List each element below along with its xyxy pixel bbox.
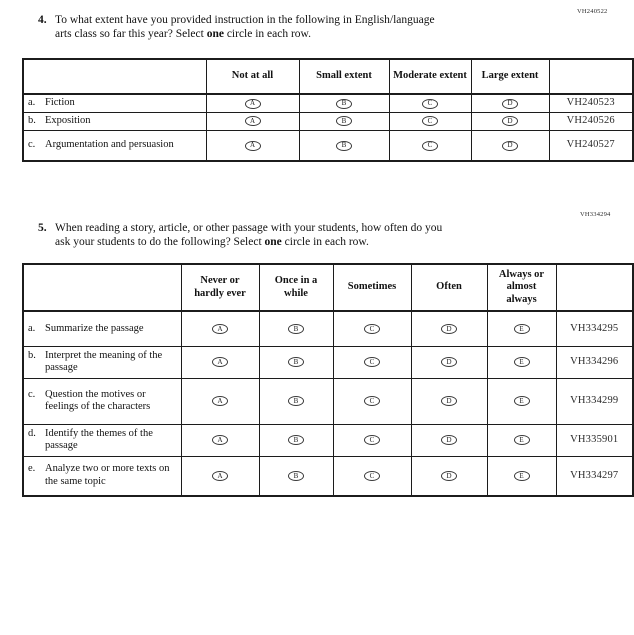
option-cell (471, 94, 549, 112)
question-5-number: 5. (38, 222, 47, 234)
response-code: VH334296 (556, 346, 633, 378)
row-label-cell (23, 112, 206, 130)
row-letter: c. (28, 139, 36, 150)
column-header: Not at all (206, 59, 299, 94)
answer-circle[interactable]: C (422, 141, 438, 151)
option-cell (181, 424, 259, 456)
answer-circle[interactable]: E (514, 471, 530, 481)
option-cell (181, 311, 259, 346)
answer-circle[interactable]: A (245, 116, 261, 126)
question-4-number: 4. (38, 14, 47, 26)
response-code: VH334295 (556, 311, 633, 346)
answer-circle[interactable]: C (364, 324, 380, 334)
option-cell (259, 346, 333, 378)
question-4-line2-before: arts class so far this year? Select (55, 28, 207, 40)
option-cell (206, 112, 299, 130)
response-code: VH335901 (556, 424, 633, 456)
answer-circle[interactable]: D (441, 396, 457, 406)
table-header-row (23, 59, 633, 94)
row-label: Summarize the passage (45, 322, 144, 334)
table-row (23, 424, 633, 456)
answer-circle[interactable]: A (212, 396, 228, 406)
answer-circle[interactable]: C (364, 471, 380, 481)
option-cell (471, 130, 549, 161)
header-code-cell (556, 264, 633, 311)
answer-circle[interactable]: B (288, 471, 304, 481)
column-header: Once in a while (259, 264, 333, 311)
question-5-table (22, 263, 634, 497)
answer-circle[interactable]: C (422, 99, 438, 109)
option-cell (333, 456, 411, 496)
answer-circle[interactable]: B (288, 435, 304, 445)
option-cell (259, 311, 333, 346)
option-cell (471, 112, 549, 130)
question-5-line2-after: circle in each row. (281, 236, 369, 248)
option-cell (411, 346, 487, 378)
response-code: VH334299 (556, 378, 633, 424)
question-4-line2 (55, 27, 555, 41)
row-label-cell (23, 378, 181, 424)
question-5-line1: When reading a story, article, or other passage with your students, how often do you (55, 222, 443, 234)
answer-circle[interactable]: C (364, 357, 380, 367)
response-code: VH334297 (556, 456, 633, 496)
question-4-bold-word: one (206, 28, 224, 40)
table-row (23, 346, 633, 378)
question-4-line2-after: circle in each row. (223, 28, 311, 40)
option-cell (259, 378, 333, 424)
answer-circle[interactable]: B (336, 116, 352, 126)
answer-circle[interactable]: D (502, 99, 518, 109)
question-5-code: VH334294 (580, 211, 611, 218)
row-label: Fiction (45, 97, 75, 108)
option-cell (487, 378, 556, 424)
answer-circle[interactable]: B (336, 141, 352, 151)
row-letter: d. (28, 427, 36, 439)
header-code-cell (549, 59, 633, 94)
column-header: Large extent (471, 59, 549, 94)
question-5-bold-word: one (264, 236, 282, 248)
question-4-code: VH240522 (577, 8, 608, 15)
header-stub-cell (23, 264, 181, 311)
option-cell (487, 424, 556, 456)
question-5-line2 (55, 235, 555, 249)
option-cell (333, 346, 411, 378)
row-label: Exposition (45, 114, 91, 126)
answer-circle[interactable]: A (212, 357, 228, 367)
answer-circle[interactable]: D (502, 116, 518, 126)
column-header: Often (411, 264, 487, 311)
option-cell (206, 94, 299, 112)
option-cell (181, 346, 259, 378)
option-cell (181, 456, 259, 496)
answer-circle[interactable]: C (422, 116, 438, 126)
answer-circle[interactable]: D (502, 141, 518, 151)
row-label-cell (23, 94, 206, 112)
answer-circle[interactable]: B (288, 357, 304, 367)
option-cell (487, 346, 556, 378)
table-row (23, 456, 633, 496)
option-cell (259, 424, 333, 456)
answer-circle[interactable]: B (288, 396, 304, 406)
row-letter: b. (28, 114, 36, 126)
column-header: Always or almost always (487, 264, 556, 311)
table-header-row (23, 264, 633, 311)
answer-circle[interactable]: D (441, 435, 457, 445)
answer-circle[interactable]: E (514, 396, 530, 406)
option-cell (487, 311, 556, 346)
option-cell (206, 130, 299, 161)
table-row (23, 311, 633, 346)
row-label-cell (23, 311, 181, 346)
answer-circle[interactable]: D (441, 471, 457, 481)
row-label: Analyze two or more texts on the same topic (45, 463, 170, 487)
response-code: VH240527 (549, 130, 633, 161)
answer-circle[interactable]: B (288, 324, 304, 334)
option-cell (259, 456, 333, 496)
table-row (23, 130, 633, 161)
column-header: Never or hardly ever (181, 264, 259, 311)
row-letter: a. (28, 322, 36, 334)
response-code: VH240523 (549, 94, 633, 112)
column-header: Moderate extent (389, 59, 471, 94)
answer-circle[interactable]: A (245, 99, 261, 109)
question-5-text (55, 221, 555, 249)
answer-circle[interactable]: A (245, 141, 261, 151)
response-code: VH240526 (549, 112, 633, 130)
answer-circle[interactable]: D (441, 324, 457, 334)
question-4-table (22, 58, 634, 162)
question-5-prompt (38, 221, 555, 249)
answer-circle[interactable]: A (212, 324, 228, 334)
question-4-text (55, 13, 555, 41)
option-cell (299, 112, 389, 130)
answer-circle[interactable]: B (336, 99, 352, 109)
answer-circle[interactable]: C (364, 435, 380, 445)
question-5-line2-before: ask your students to do the following? Select (55, 236, 265, 248)
option-cell (389, 130, 471, 161)
option-cell (389, 112, 471, 130)
answer-circle[interactable]: E (514, 324, 530, 334)
question-4-line1: To what extent have you provided instruction in the following in English/language (55, 14, 435, 26)
option-cell (299, 94, 389, 112)
option-cell (487, 456, 556, 496)
row-label: Argumentation and persuasion (45, 139, 174, 150)
row-letter: a. (28, 97, 36, 108)
row-label: Identify the themes of the passage (45, 427, 153, 451)
row-letter: e. (28, 463, 36, 475)
option-cell (299, 130, 389, 161)
row-letter: b. (28, 349, 36, 361)
answer-circle[interactable]: A (212, 471, 228, 481)
option-cell (389, 94, 471, 112)
header-stub-cell (23, 59, 206, 94)
option-cell (333, 311, 411, 346)
row-label-cell (23, 130, 206, 161)
answer-circle[interactable]: D (441, 357, 457, 367)
row-label-cell (23, 456, 181, 496)
table-row (23, 112, 633, 130)
answer-circle[interactable]: A (212, 435, 228, 445)
option-cell (411, 424, 487, 456)
answer-circle[interactable]: E (514, 435, 530, 445)
option-cell (411, 311, 487, 346)
option-cell (181, 378, 259, 424)
answer-circle[interactable]: C (364, 396, 380, 406)
column-header: Small extent (299, 59, 389, 94)
row-letter: c. (28, 388, 36, 400)
option-cell (333, 378, 411, 424)
row-label: Interpret the meaning of the passage (45, 349, 163, 373)
column-header: Sometimes (333, 264, 411, 311)
table-row (23, 378, 633, 424)
answer-circle[interactable]: E (514, 357, 530, 367)
question-4-prompt (38, 13, 555, 41)
option-cell (333, 424, 411, 456)
option-cell (411, 378, 487, 424)
table-row (23, 94, 633, 112)
row-label-cell (23, 346, 181, 378)
row-label: Question the motives or feelings of the characters (45, 388, 151, 412)
row-label-cell (23, 424, 181, 456)
option-cell (411, 456, 487, 496)
